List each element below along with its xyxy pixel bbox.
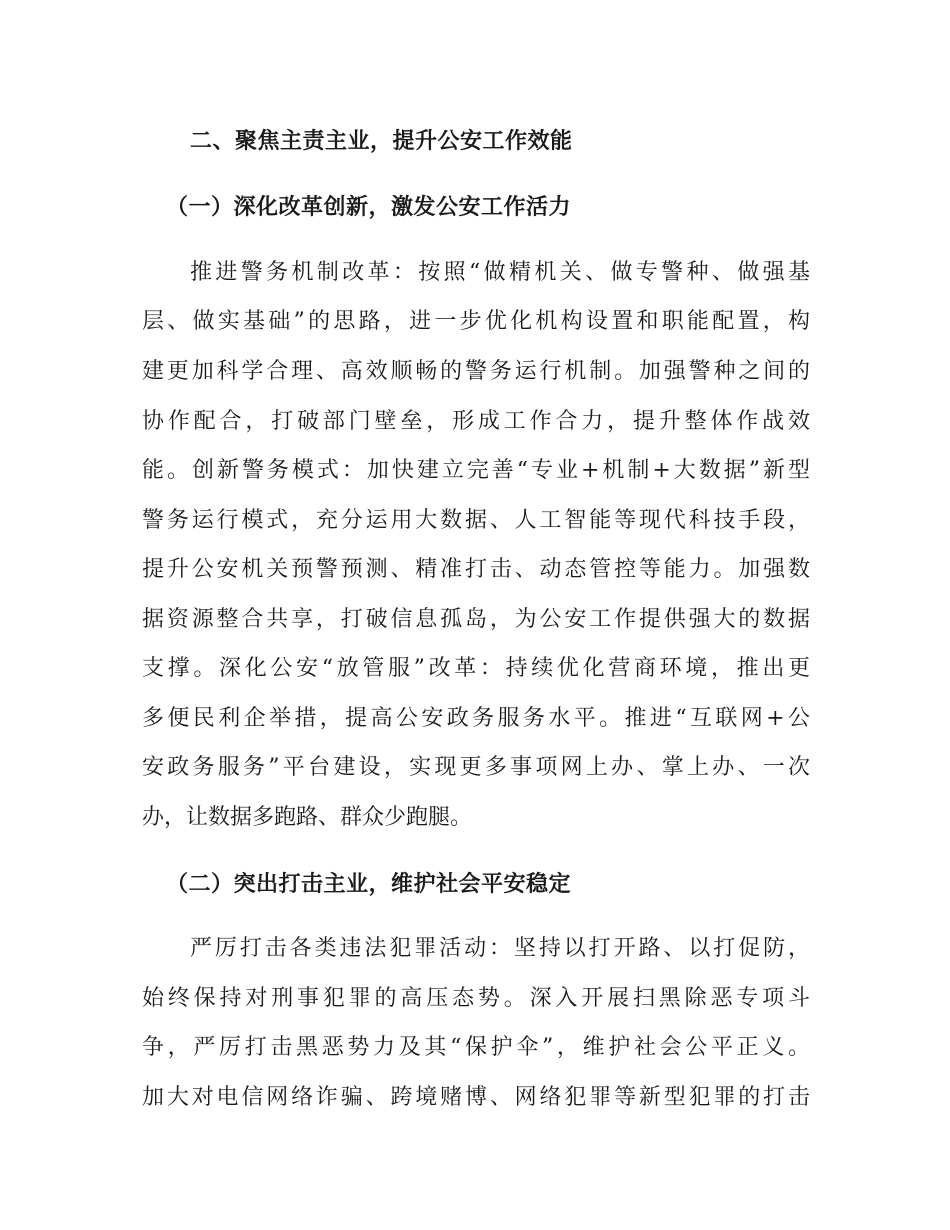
paragraph-line: 提升公安机关预警预测、精准打击、动态管控等能力。加强数 — [142, 557, 810, 582]
paragraph-line: 始终保持对刑事犯罪的高压态势。深入开展扫黑除恶专项斗 — [142, 986, 810, 1011]
subsection-title-1: （一）深化改革创新，激发公安工作活力 — [166, 195, 572, 220]
paragraph-line: 建更加科学合理、高效顺畅的警务运行机制。加强警种之间的 — [142, 359, 810, 384]
paragraph-line: 争，严厉打击黑恶势力及其“保护伞”，维护社会公平正义。 — [142, 1035, 810, 1060]
paragraph-line: 层、做实基础”的思路，进一步优化机构设置和职能配置，构 — [142, 309, 810, 334]
paragraph-line: 据资源整合共享，打破信息孤岛，为公安工作提供强大的数据 — [142, 607, 810, 632]
paragraph-line: 支撑。深化公安“放管服”改革：持续优化营商环境，推出更 — [142, 656, 810, 681]
section-title: 二、聚焦主责主业，提升公安工作效能 — [190, 129, 573, 154]
paragraph-line: 安政务服务”平台建设，实现更多事项网上办、掌上办、一次 — [142, 755, 810, 780]
paragraph-line: 多便民利企举措，提高公安政务服务水平。推进“互联网+公 — [142, 706, 810, 731]
paragraph-line: 警务运行模式，充分运用大数据、人工智能等现代科技手段， — [142, 508, 810, 533]
paragraph-line: 能。创新警务模式：加快建立完善“专业+机制+大数据”新型 — [142, 458, 810, 483]
paragraph-line: 协作配合，打破部门壁垒，形成工作合力，提升整体作战效 — [142, 409, 810, 434]
paragraph-line: 推进警务机制改革：按照“做精机关、做专警种、做强基 — [190, 260, 810, 285]
subsection-title-2: （二）突出打击主业，维护社会平安稳定 — [166, 872, 572, 897]
paragraph-line: 严厉打击各类违法犯罪活动：坚持以打开路、以打促防， — [190, 936, 810, 961]
paragraph-line: 加大对电信网络诈骗、跨境赌博、网络犯罪等新型犯罪的打击 — [142, 1085, 810, 1110]
paragraph-line: 办，让数据多跑路、群众少跑腿。 — [142, 805, 473, 830]
